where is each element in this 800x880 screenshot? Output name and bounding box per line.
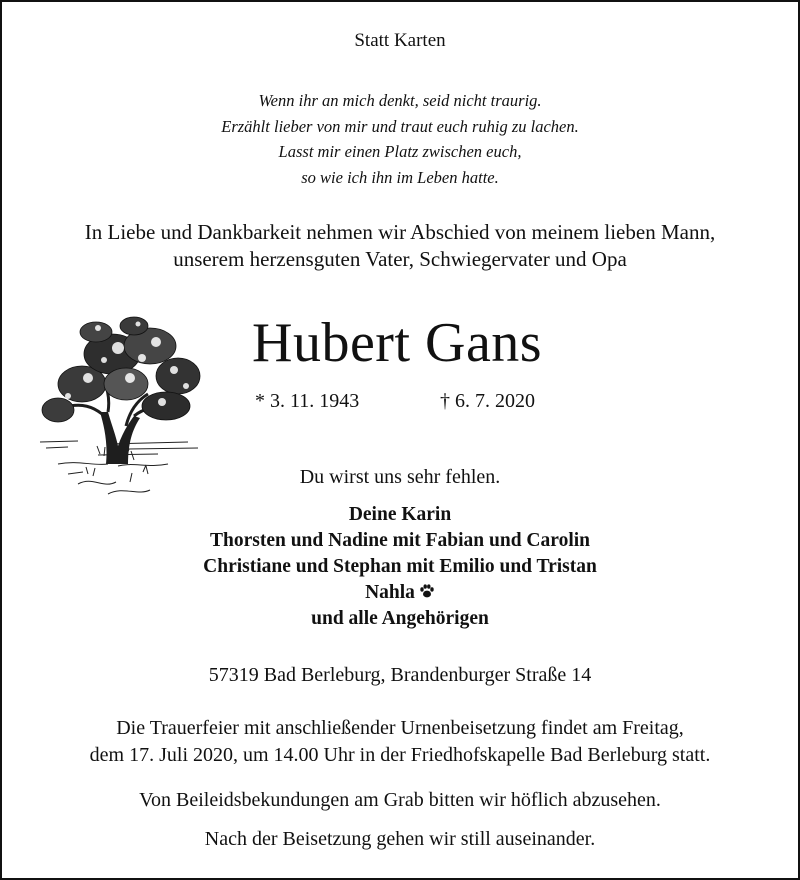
- paw-print-icon: [419, 583, 435, 599]
- poem-line: Wenn ihr an mich denkt, seid nicht traurig.: [258, 91, 542, 110]
- death-date: † 6. 7. 2020: [440, 390, 535, 412]
- family-line: Christiane und Stephan mit Emilio und Tristan: [203, 556, 597, 577]
- ceremony-line: Die Trauerfeier mit anschließender Urnenbeisetzung findet am Freitag,: [116, 717, 684, 739]
- address: 57319 Bad Berleburg, Brandenburger Straße 14: [208, 664, 592, 686]
- poem-line: Erzählt lieber von mir und traut euch ruhig zu lachen.: [221, 116, 579, 136]
- deceased-name: Hubert Gans: [252, 312, 543, 374]
- poem: [0, 88, 800, 190]
- poem-line: Lasst mir einen Platz zwischen euch,: [278, 142, 522, 161]
- intro-line: unserem herzensguten Vater, Schwiegervater und Opa: [173, 247, 627, 271]
- poem-line: so wie ich ihn im Leben hatte.: [301, 167, 499, 187]
- intro-line: In Liebe und Dankbarkeit nehmen wir Abschied von meinem lieben Mann,: [84, 220, 716, 244]
- condolence-note: Von Beileidsbekundungen am Grab bitten wir höflich abzusehen.: [139, 789, 661, 811]
- ceremony-info: [0, 715, 800, 769]
- pet-name: Nahla: [365, 582, 415, 603]
- header-statt-karten: Statt Karten: [354, 30, 446, 51]
- birth-date: * 3. 11. 1943: [255, 390, 360, 412]
- family-line: und alle Angehörigen: [311, 608, 489, 629]
- ceremony-line: dem 17. Juli 2020, um 14.00 Uhr in der Friedhofskapelle Bad Berleburg statt.: [89, 744, 711, 766]
- intro-text: [0, 219, 800, 273]
- family-line-pet: [0, 580, 800, 606]
- family-line: Thorsten und Nadine mit Fabian und Carolin: [210, 530, 590, 551]
- family-signatures: [0, 502, 800, 632]
- after-burial-note: Nach der Beisetzung gehen wir still auseinander.: [204, 828, 596, 850]
- farewell-message: Du wirst uns sehr fehlen.: [299, 466, 501, 488]
- family-line: Deine Karin: [348, 504, 452, 525]
